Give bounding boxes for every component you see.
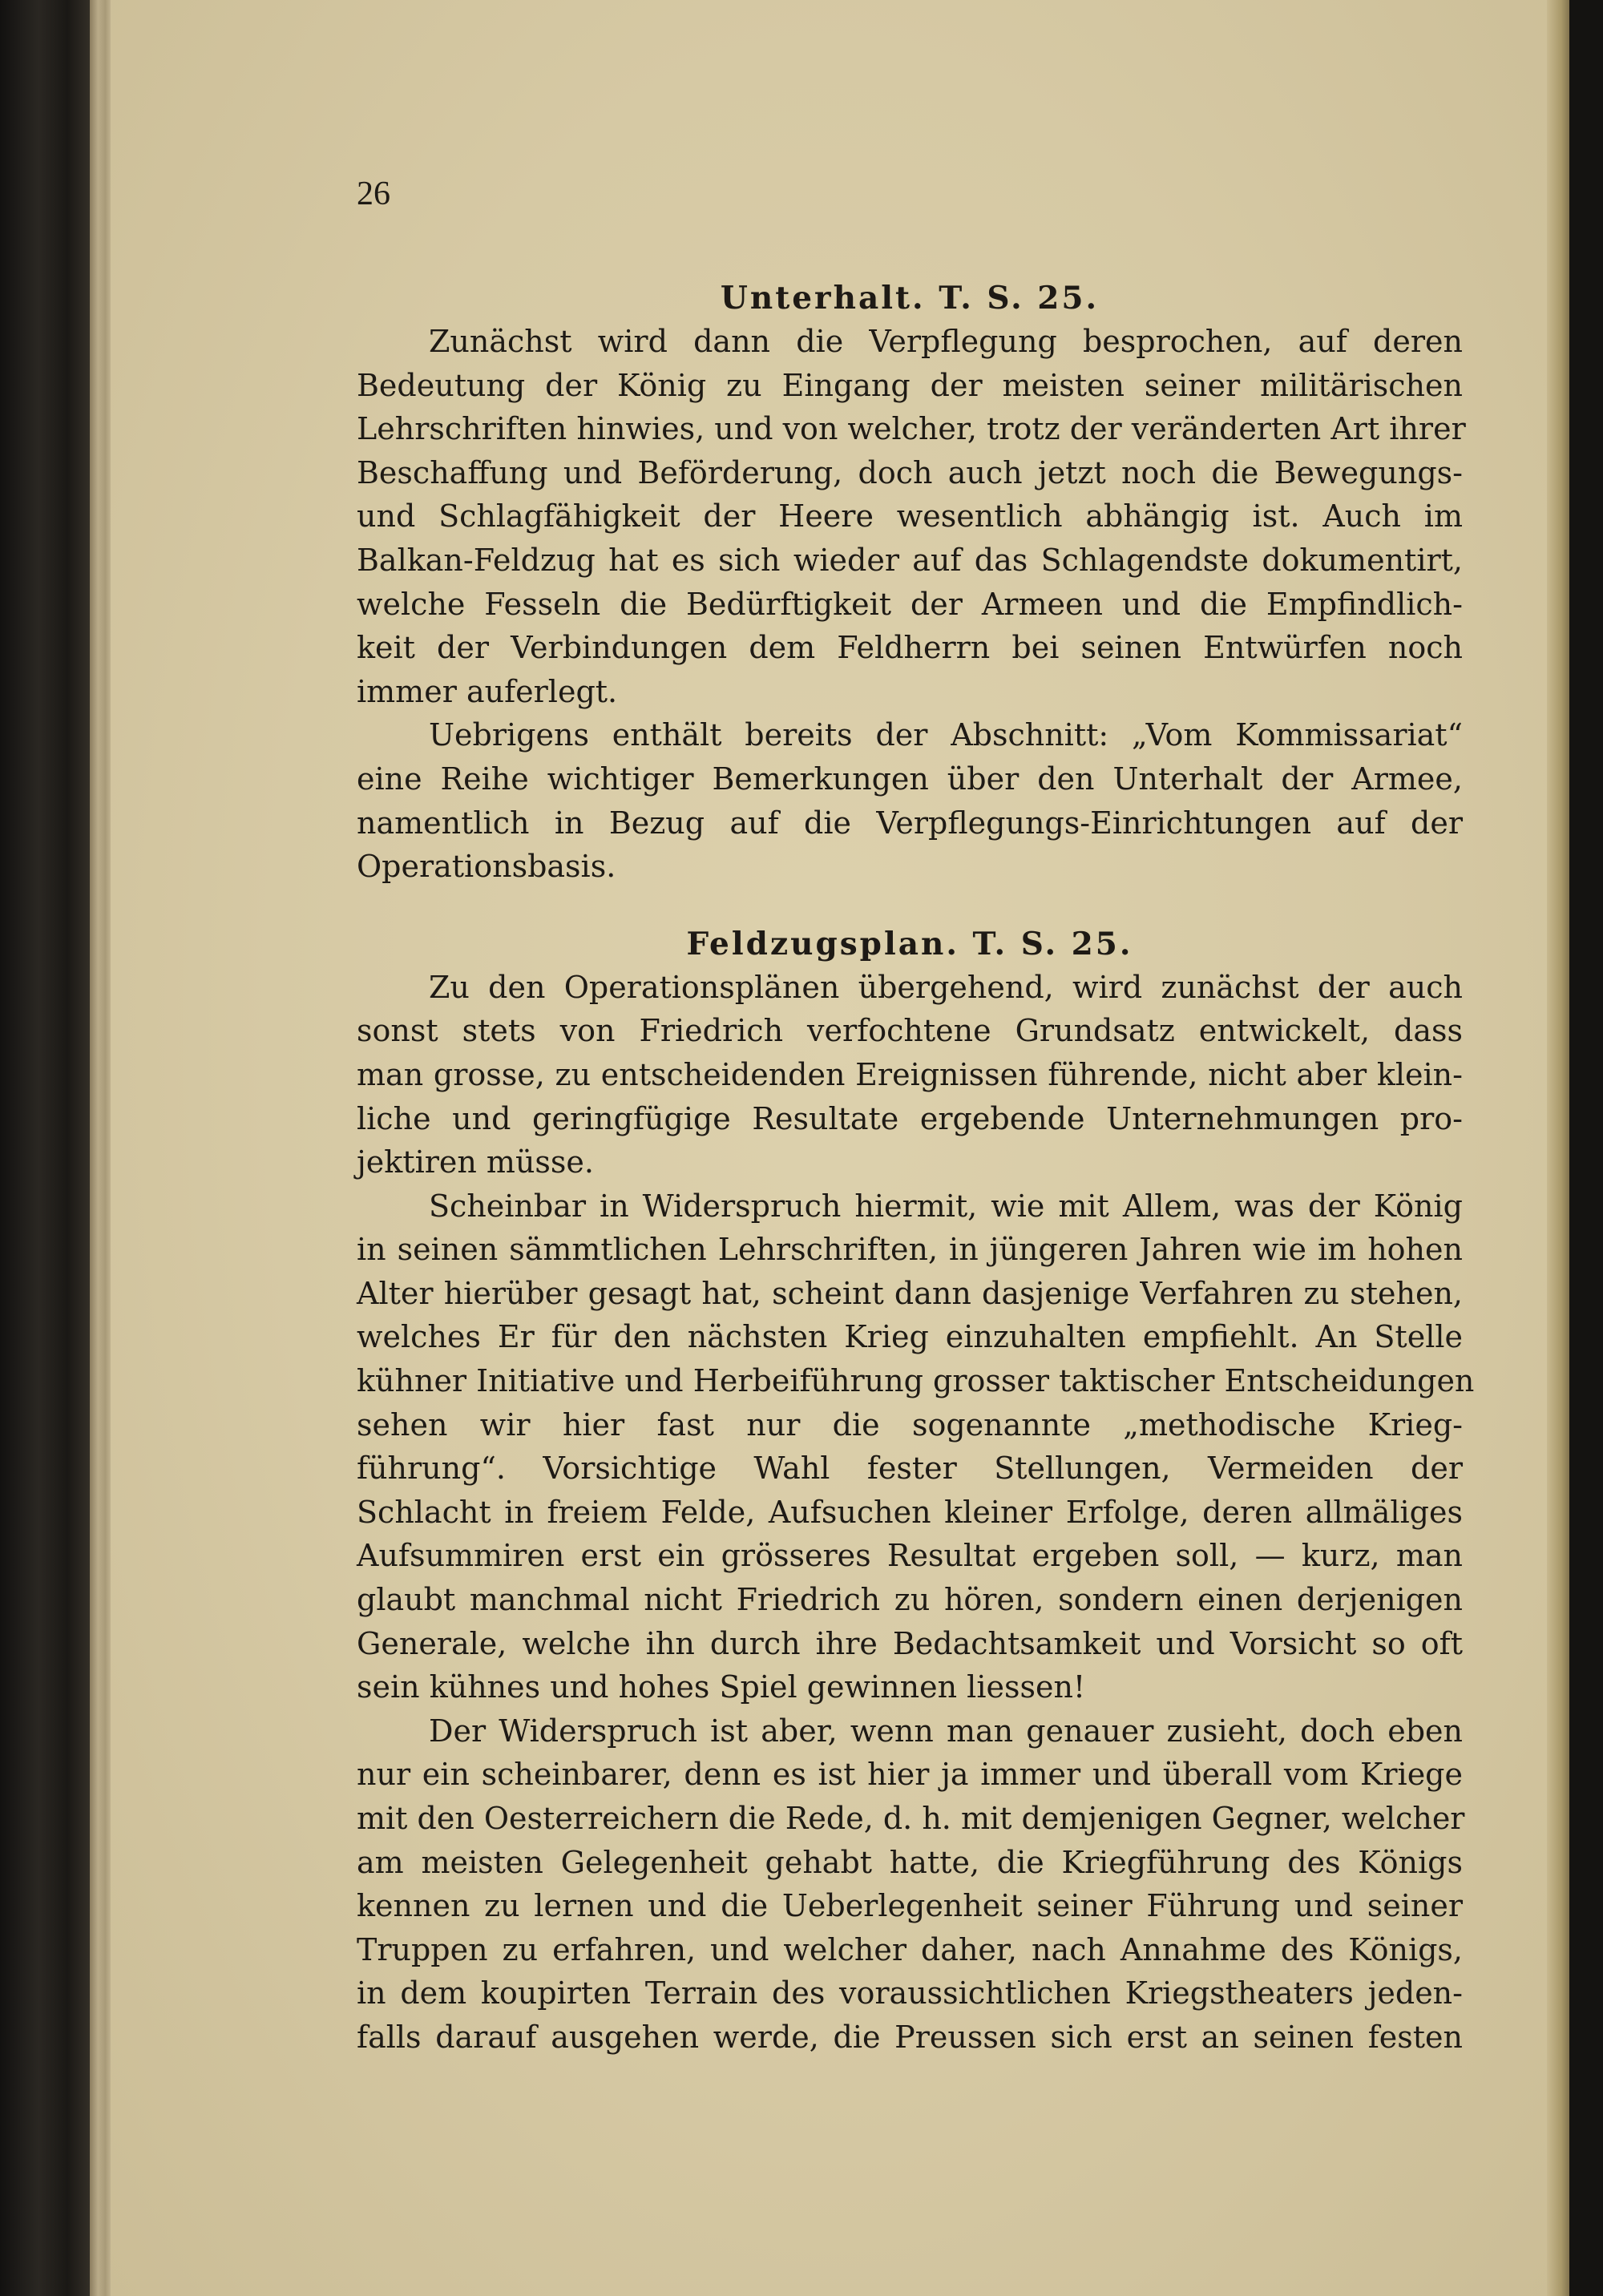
paragraph xyxy=(357,966,1463,1184)
text-line: welche Fesseln die Bedürftigkeit der Armeen und die Empfindlich- xyxy=(357,586,1463,622)
text-line: welches Er für den nächsten Krieg einzuhalten empfiehlt. An Stelle xyxy=(357,1319,1463,1355)
paragraph xyxy=(357,320,1466,713)
text-line: Generale, welche ihn durch ihre Bedachtsamkeit und Vorsicht so oft xyxy=(357,1625,1463,1661)
text-line: führung“. Vorsichtige Wahl fester Stellungen, Vermeiden der xyxy=(357,1451,1463,1487)
text-line: immer auferlegt. xyxy=(357,673,618,709)
text-line: sehen wir hier fast nur die sogenannte „methodische Krieg- xyxy=(357,1406,1463,1443)
text-line: jektiren müsse. xyxy=(357,1144,595,1180)
paragraph xyxy=(357,713,1463,888)
text-line: in dem koupirten Terrain des voraussichtlichen Kriegstheaters jeden- xyxy=(357,1975,1463,2012)
text-line: mit den Oesterreichern die Rede, d. h. mit demjenigen Gegner, welcher xyxy=(357,1801,1465,1836)
text-line: keit der Verbindungen dem Feldherrn bei seinen Entwürfen noch xyxy=(357,630,1463,666)
text-line: Scheinbar in Widerspruch hiermit, wie mit Allem, was der König xyxy=(429,1188,1463,1224)
text-line: kennen zu lernen und die Ueberlegenheit seiner Führung und seiner xyxy=(357,1888,1463,1924)
paragraph xyxy=(357,1709,1463,2060)
scan-border-right xyxy=(1569,0,1603,2296)
text-line: Schlacht in freiem Felde, Aufsuchen kleiner Erfolge, deren allmäliges xyxy=(357,1494,1463,1530)
section-heading-feldzugsplan: Feldzugsplan. T. S. 25. xyxy=(686,925,1133,962)
text-line: man grosse, zu entscheidenden Ereignissen führende, nicht aber klein- xyxy=(357,1056,1463,1092)
text-line: Balkan-Feldzug hat es sich wieder auf das Schlagendste dokumentirt, xyxy=(357,542,1463,578)
section-heading-unterhalt: Unterhalt. T. S. 25. xyxy=(720,280,1100,317)
text-line: Zu den Operationsplänen übergehend, wird zunächst der auch xyxy=(429,969,1463,1005)
text-line: Uebrigens enthält bereits der Abschnitt: „Vom Kommissariat“ xyxy=(429,717,1463,753)
text-line: glaubt manchmal nicht Friedrich zu hören, sondern einen derjenigen xyxy=(357,1582,1463,1618)
text-line: sonst stets von Friedrich verfochtene Grundsatz entwickelt, dass xyxy=(357,1013,1463,1049)
text-line: am meisten Gelegenheit gehabt hatte, die Kriegführung des Königs xyxy=(357,1844,1463,1880)
page-number: 26 xyxy=(357,176,390,212)
text-line: nur ein scheinbarer, denn es ist hier ja immer und überall vom Kriege xyxy=(357,1757,1463,1793)
text-line: sein kühnes und hohes Spiel gewinnen liessen! xyxy=(357,1669,1086,1705)
text-line: falls darauf ausgehen werde, die Preussen sich erst an seinen festen xyxy=(357,2019,1463,2055)
text-line: Der Widerspruch ist aber, wenn man genauer zusieht, doch eben xyxy=(429,1713,1463,1749)
page-edge-right xyxy=(1547,0,1571,2296)
text-line: und Schlagfähigkeit der Heere wesentlich abhängig ist. Auch im xyxy=(357,498,1463,535)
text-line: Operationsbasis. xyxy=(357,849,616,885)
text-line: namentlich in Bezug auf die Verpflegungs-Einrichtungen auf der xyxy=(357,805,1463,841)
book-binding xyxy=(0,0,96,2296)
paragraph xyxy=(357,1184,1475,1709)
text-line: eine Reihe wichtiger Bemerkungen über den Unterhalt der Armee, xyxy=(357,761,1463,797)
text-line: Beschaffung und Beförderung, doch auch jetzt noch die Bewegungs- xyxy=(357,454,1463,490)
text-line: in seinen sämmtlichen Lehrschriften, in jüngeren Jahren wie im hohen xyxy=(357,1232,1463,1268)
text-line: Lehrschriften hinwies, und von welcher, trotz der veränderten Art ihrer xyxy=(357,411,1466,447)
text-line: Truppen zu erfahren, und welcher daher, nach Annahme des Königs, xyxy=(357,1931,1463,1967)
text-line: Alter hierüber gesagt hat, scheint dann dasjenige Verfahren zu stehen, xyxy=(357,1275,1463,1311)
text-line: Zunächst wird dann die Verpflegung besprochen, auf deren xyxy=(429,324,1463,359)
text-line: kühner Initiative und Herbeiführung grosser taktischer Entscheidungen xyxy=(357,1363,1475,1399)
text-line: Bedeutung der König zu Eingang der meisten seiner militärischen xyxy=(357,367,1463,403)
text-line: Aufsummiren erst ein grösseres Resultat ergeben soll, — kurz, man xyxy=(357,1538,1463,1574)
body-text xyxy=(357,172,1475,2060)
text-line: liche und geringfügige Resultate ergebende Unternehmungen pro- xyxy=(357,1100,1463,1136)
